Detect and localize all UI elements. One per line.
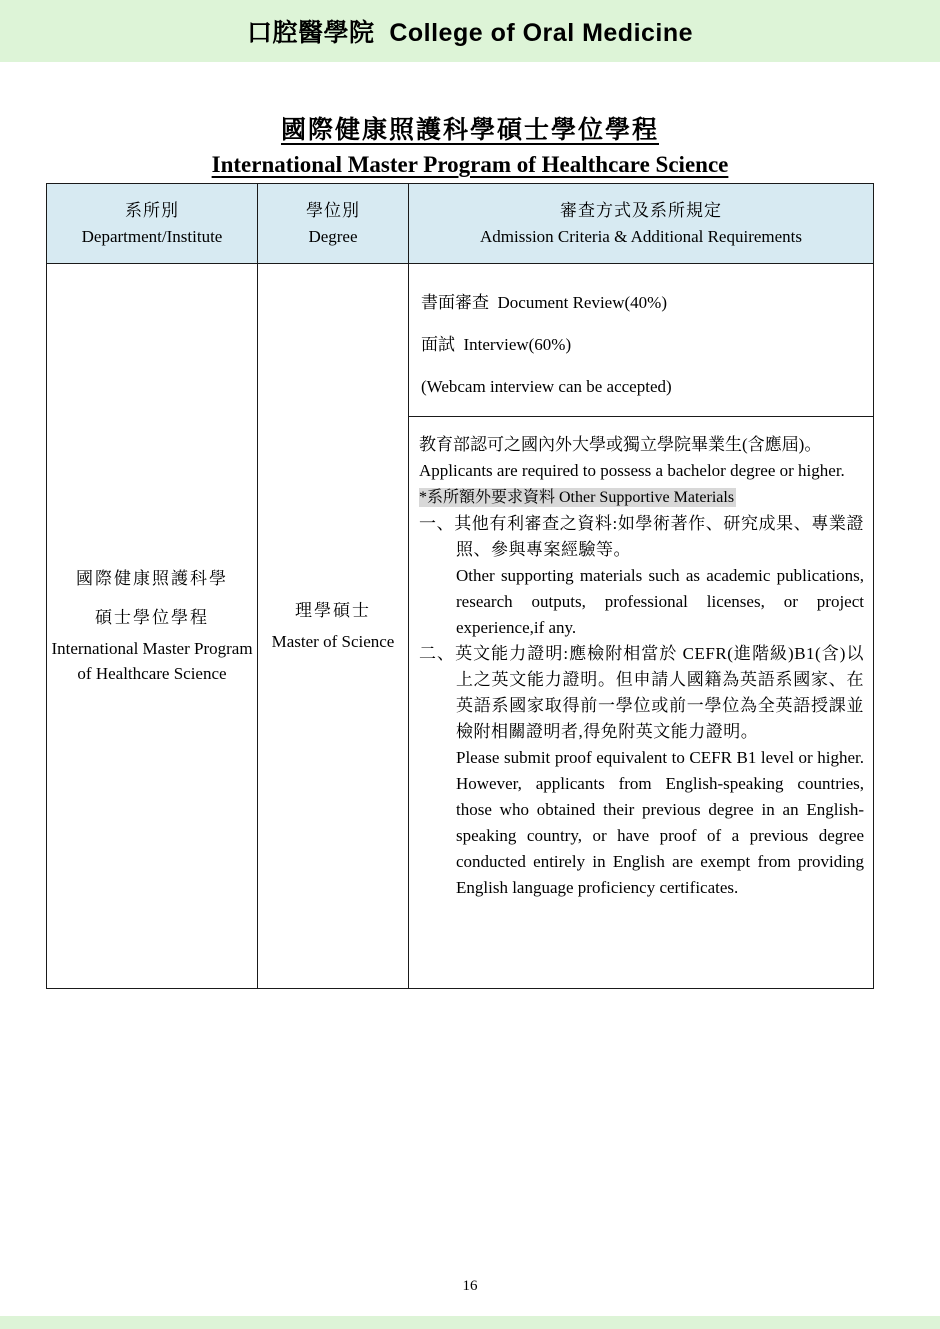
review-interview: 面試 Interview(60%)	[421, 335, 572, 354]
item2-zh	[419, 641, 864, 745]
department-zh-line1: 國際健康照護科學	[76, 569, 228, 588]
degree-cell	[258, 264, 409, 989]
review-method-cell	[409, 264, 874, 417]
header-criteria	[409, 184, 874, 264]
eligibility-zh: 教育部認可之國內外大學或獨立學院畢業生(含應屆)。	[419, 435, 822, 454]
review-webcam-note: (Webcam interview can be accepted)	[421, 377, 672, 396]
program-title-zh: 國際健康照護科學碩士學位學程	[280, 117, 659, 144]
page-number: 16	[462, 1278, 478, 1294]
item2-zh-text: 英文能力證明:應檢附相當於 CEFR(進階級)B1(含)以上之英文能力證明。但申請人國籍為英語系國家、在英語系國家取得前一學位或前一學位為全英語授課並檢附相關證明者,得免附英文能力證明。	[455, 644, 864, 741]
header-criteria-en: Admission Criteria & Additional Requirements	[479, 226, 803, 246]
department-en: International Master Program of Healthcare Science	[51, 639, 253, 683]
college-header-title: 口腔醫學院 College of Oral Medicine	[246, 19, 694, 47]
program-title-en: International Master Program of Healthcare Science	[211, 152, 729, 177]
program-title-block	[0, 110, 940, 178]
header-department	[47, 184, 258, 264]
admission-table	[46, 183, 874, 989]
department-zh-line2: 碩士學位學程	[95, 608, 209, 627]
college-header-band	[0, 0, 940, 62]
header-department-en: Department/Institute	[81, 226, 223, 246]
item2-en: Please submit proof equivalent to CEFR B1 level or higher. However, applicants from English-speaking countries, those who obtained their previous degree in an English-speaking country, or have proof of a previous degree conducted entirely in English are exempt from providing English language proficiency certificates.	[456, 748, 864, 897]
degree-en: Master of Science	[271, 632, 395, 651]
table-row-review	[47, 264, 874, 417]
table-header-row	[47, 184, 874, 264]
header-degree-zh: 學位別	[306, 200, 360, 220]
department-cell	[47, 264, 258, 989]
header-degree-en: Degree	[308, 226, 358, 246]
header-criteria-zh: 審查方式及系所規定	[560, 200, 722, 220]
eligibility-en: Applicants are required to possess a bachelor degree or higher.	[419, 461, 845, 480]
degree-zh: 理學碩士	[295, 601, 371, 620]
criteria-cell	[409, 417, 874, 989]
item1-zh	[419, 511, 864, 563]
supportive-materials-line	[419, 484, 864, 511]
supportive-materials-label: *系所額外要求資料 Other Supportive Materials	[419, 489, 735, 506]
item1-marker: 一、	[419, 514, 455, 533]
header-department-zh: 系所別	[125, 200, 179, 220]
review-document: 書面審查 Document Review(40%)	[421, 293, 667, 312]
item1-en: Other supporting materials such as academic publications, research outputs, professional licenses, or project experience,if any.	[456, 566, 864, 637]
item2-marker: 二、	[419, 644, 456, 663]
bottom-green-strip	[0, 1316, 940, 1329]
header-degree	[258, 184, 409, 264]
item1-zh-text: 其他有利審查之資料:如學術著作、研究成果、專業證照、參與專案經驗等。	[454, 514, 864, 559]
